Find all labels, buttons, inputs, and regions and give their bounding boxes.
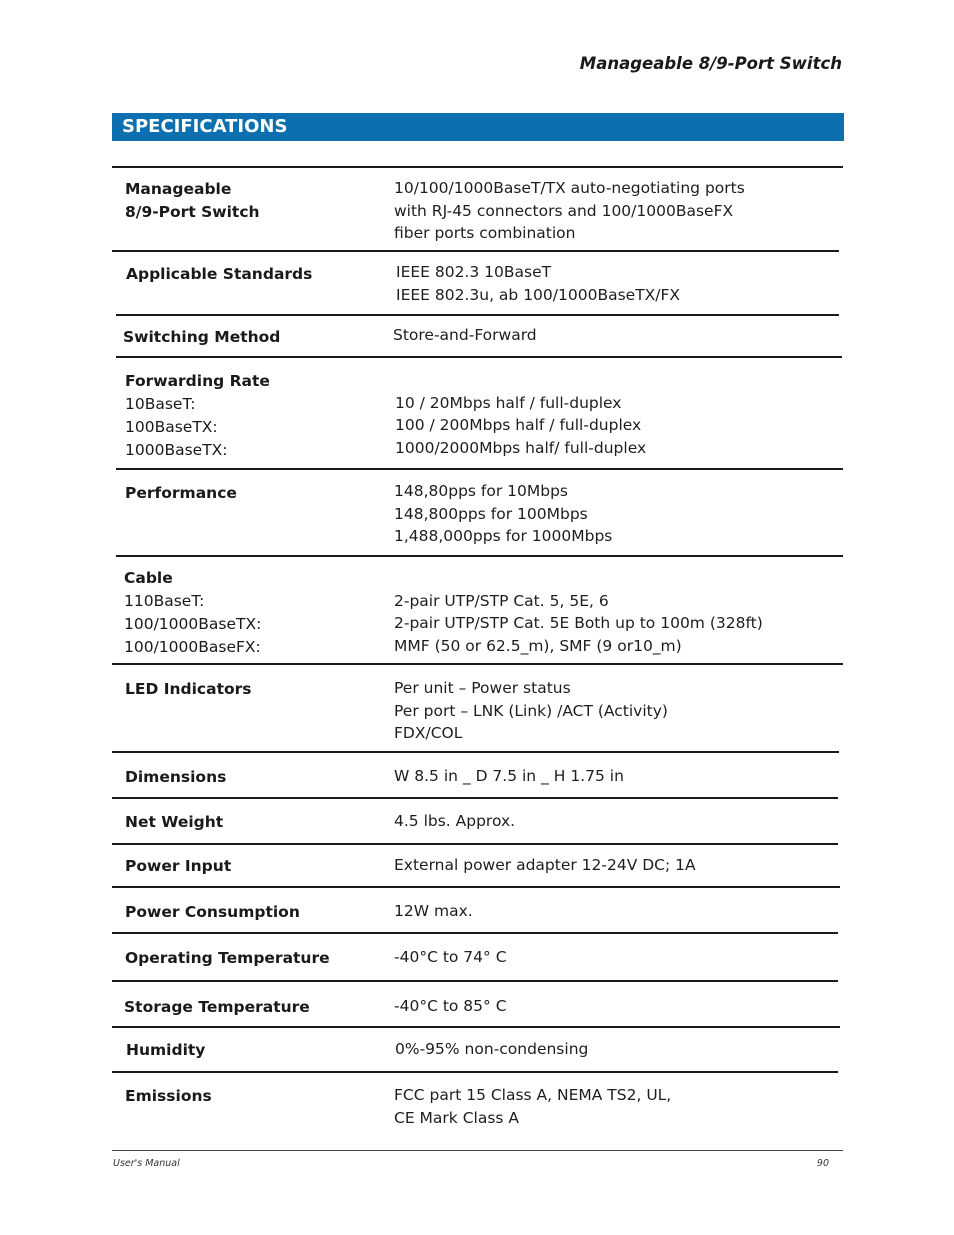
spec-label [124, 567, 261, 659]
row-divider [116, 356, 842, 358]
spec-value [395, 1038, 588, 1061]
spec-label-title: Manageable [125, 180, 232, 198]
spec-label-title: Performance [125, 484, 237, 502]
spec-sublabel: 10BaseT: [125, 395, 196, 413]
spec-value-line: 10/100/1000BaseT/TX auto-negotiating ports [394, 179, 745, 197]
spec-value-line: MMF (50 or 62.5_m), SMF (9 or10_m) [394, 636, 682, 655]
spec-value [396, 261, 680, 306]
spec-value [394, 854, 696, 877]
row-divider [112, 1026, 840, 1028]
spec-value-line: 12W max. [394, 902, 473, 920]
spec-value-line: Store-and-Forward [393, 326, 537, 344]
row-divider [112, 250, 839, 252]
spec-label-title: Humidity [126, 1041, 206, 1059]
spec-label [125, 855, 231, 878]
row-divider [112, 843, 838, 845]
spec-value [394, 995, 507, 1018]
row-divider [112, 886, 840, 888]
spec-value [394, 1084, 671, 1129]
spec-value-line: IEEE 802.3 10BaseT [396, 263, 552, 281]
spec-value-line: CE Mark Class A [394, 1108, 519, 1127]
row-divider [116, 314, 839, 316]
row-divider [112, 751, 839, 753]
spec-label-title: Power Input [125, 857, 232, 875]
spec-value-line: FDX/COL [394, 724, 463, 742]
spec-label [126, 1039, 205, 1062]
spec-value-line: 148,800pps for 100Mbps [394, 504, 588, 523]
spec-value-line: W 8.5 in _ D 7.5 in _ H 1.75 in [394, 767, 624, 785]
section-banner [112, 113, 844, 141]
spec-value-line: 148,80pps for 10Mbps [394, 482, 569, 500]
spec-label-title: Applicable Standards [126, 265, 313, 283]
spec-label [125, 811, 223, 834]
spec-value-line: 0%-95% non-condensing [395, 1040, 589, 1058]
spec-value-line: IEEE 802.3u, ab 100/1000BaseTX/FX [396, 285, 681, 304]
spec-sublabel: 100BaseTX: [125, 418, 218, 436]
spec-sublabel: 100/1000BaseFX: [124, 638, 261, 656]
spec-value-line [394, 567, 763, 590]
spec-value-line: 10 / 20Mbps half / full-duplex [395, 393, 622, 412]
row-divider [116, 555, 843, 557]
spec-label-title: Switching Method [123, 328, 281, 346]
spec-label [125, 178, 260, 224]
spec-value [394, 567, 763, 657]
spec-label [125, 1085, 212, 1108]
spec-value-line: 2-pair UTP/STP Cat. 5, 5E, 6 [394, 591, 609, 610]
spec-value-line: -40°C to 74° C [394, 948, 507, 966]
spec-label-title: Cable [124, 569, 173, 587]
spec-label [125, 947, 330, 970]
spec-value [394, 765, 624, 788]
spec-label-title: Dimensions [125, 768, 227, 786]
spec-value [394, 946, 507, 969]
spec-value-line: fiber ports combination [394, 224, 576, 242]
spec-value-line: 2-pair UTP/STP Cat. 5E Both up to 100m (328ft) [394, 614, 763, 632]
spec-label-title: Power Consumption [125, 903, 300, 921]
row-divider [112, 1071, 838, 1073]
spec-value-line: Per unit – Power status [394, 679, 571, 697]
spec-label-title: LED Indicators [125, 680, 252, 698]
spec-value [394, 177, 745, 245]
spec-sublabel: 1000BaseTX: [125, 441, 228, 459]
spec-label [125, 901, 300, 924]
spec-value-line: 1000/2000Mbps half/ full-duplex [395, 438, 647, 457]
spec-value-line [395, 369, 646, 392]
spec-sublabel: 100/1000BaseTX: [124, 615, 262, 633]
spec-value-line: 4.5 lbs. Approx. [394, 812, 516, 830]
spec-label [125, 766, 226, 789]
spec-value-line: 1,488,000pps for 1000Mbps [394, 527, 613, 545]
row-divider [116, 468, 843, 470]
spec-value [394, 677, 668, 745]
spec-value-line: -40°C to 85° C [394, 997, 507, 1015]
spec-label-title: Forwarding Rate [125, 372, 270, 390]
spec-value [394, 900, 473, 923]
spec-sublabel: 110BaseT: [124, 592, 205, 610]
spec-label [124, 996, 310, 1019]
spec-label [126, 263, 312, 286]
row-divider [112, 166, 843, 168]
section-title: SPECIFICATIONS [122, 116, 288, 137]
row-divider [112, 980, 838, 982]
spec-value-line: Per port – LNK (Link) /ACT (Activity) [394, 701, 668, 720]
spec-label [125, 482, 237, 505]
row-divider [112, 663, 843, 665]
spec-value-line: FCC part 15 Class A, NEMA TS2, UL, [394, 1086, 672, 1104]
row-divider [112, 797, 838, 799]
spec-value-line: 100 / 200Mbps half / full-duplex [395, 416, 642, 434]
footer-page-number: 90 [816, 1158, 829, 1169]
spec-value [394, 480, 612, 548]
spec-label-title: Storage Temperature [124, 998, 310, 1016]
spec-label-title: Emissions [125, 1087, 212, 1105]
spec-label [125, 370, 270, 462]
spec-label [123, 326, 280, 349]
spec-label-title: Operating Temperature [125, 949, 330, 967]
spec-value-line: with RJ-45 connectors and 100/1000BaseFX [394, 201, 734, 220]
spec-value [395, 369, 646, 459]
spec-label-title: Net Weight [125, 813, 224, 831]
spec-sublabel: 8/9-Port Switch [125, 203, 260, 221]
footer-manual-label: User's Manual [113, 1158, 180, 1169]
page-header-title: Manageable 8/9-Port Switch [579, 54, 842, 73]
spec-value [394, 810, 515, 833]
row-divider [112, 932, 838, 934]
spec-label [125, 678, 252, 701]
spec-value [393, 324, 537, 347]
spec-value-line: External power adapter 12-24V DC; 1A [394, 856, 696, 874]
footer-rule [112, 1150, 843, 1151]
